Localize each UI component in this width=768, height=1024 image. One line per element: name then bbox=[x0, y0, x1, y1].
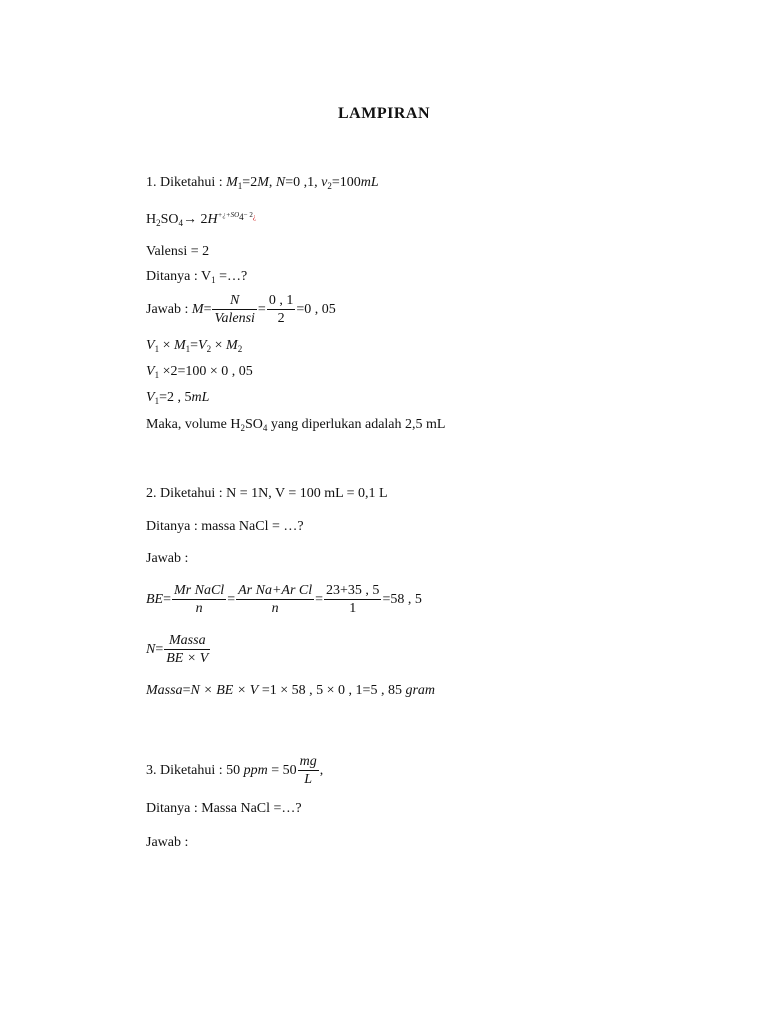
p1-answer-label: Jawab : bbox=[146, 302, 192, 318]
p1-frac-values bbox=[267, 294, 296, 326]
p1-frac-den: Valensi bbox=[214, 311, 255, 326]
p3-frac-mg-l bbox=[298, 755, 319, 787]
p1-f1-result: =0 , 05 bbox=[296, 302, 336, 318]
p1-v-val: 100 bbox=[339, 175, 361, 190]
p1-l3-unit: mL bbox=[191, 390, 210, 405]
p1-conclusion-sub1: 2 bbox=[240, 423, 245, 433]
p1-conclusion-b: SO bbox=[244, 417, 263, 432]
p2-massa-expr: N × BE × V bbox=[190, 683, 259, 698]
p1-l1-eq: = bbox=[190, 338, 199, 353]
p2-frac-ar-den: n bbox=[271, 601, 279, 616]
p1-M-unit: M bbox=[257, 175, 269, 190]
p2-frac-ar-num: Ar Na+Ar Cl bbox=[238, 583, 313, 598]
p1-l1-M1-sub: 1 bbox=[185, 344, 191, 354]
p1-l2-V1: V bbox=[146, 364, 155, 379]
p1-l3-rest: =2 , 5 bbox=[159, 390, 192, 405]
p2-massa-lhs: Massa bbox=[146, 683, 183, 698]
p2-be-lhs: BE bbox=[146, 592, 164, 608]
p1-frac-n-valensi bbox=[212, 294, 256, 326]
p3-known bbox=[146, 755, 323, 787]
p1-conclusion-c: yang diperlukan adalah 2,5 mL bbox=[267, 417, 446, 432]
p1-known-line: 1. Diketahui : $M_1=2M$, N=0 ,1, $v_2=100mL$ bbox=[146, 175, 379, 191]
p2-frac-mr-num: Mr NaCl bbox=[174, 583, 225, 598]
p2-known: 2. Diketahui : N = 1N, V = 100 mL = 0,1 L bbox=[146, 486, 388, 501]
p1-line1 bbox=[146, 339, 242, 353]
p1-ask-sub: 1 bbox=[211, 275, 216, 285]
p3-known-a: 3. Diketahui : 50 bbox=[146, 763, 244, 779]
p1-l1-M1: M bbox=[173, 338, 186, 353]
p2-answer-label: Jawab : bbox=[146, 551, 189, 566]
p1-v: v bbox=[321, 175, 328, 190]
p1-frac-den2: 2 bbox=[277, 311, 285, 326]
p2-frac-massa bbox=[164, 634, 210, 666]
p3-known-b: = 50 bbox=[267, 763, 297, 779]
p1-valensi: Valensi = 2 bbox=[146, 244, 210, 259]
p1-M-sub: 1 bbox=[237, 181, 243, 191]
p3-known-tail: , bbox=[319, 763, 324, 779]
p1-N-val: 0 ,1, bbox=[293, 175, 318, 190]
p1-ask-tail: =…? bbox=[215, 269, 248, 284]
p1-eq: = bbox=[242, 175, 251, 190]
p2-n-formula bbox=[146, 634, 211, 666]
p2-massa-formula bbox=[146, 684, 435, 698]
p1-l2-V1-sub: 1 bbox=[154, 370, 160, 380]
p1-N: N bbox=[275, 175, 286, 190]
p1-unit: mL bbox=[360, 175, 379, 190]
p1-l1-V1: V bbox=[146, 338, 155, 353]
p2-be-eq: = bbox=[163, 592, 172, 608]
p2-massa-mid: =1 × 58 , 5 × 0 , 1=5 , 85 bbox=[258, 683, 406, 698]
p2-n-lhs: N bbox=[146, 642, 156, 658]
reaction-so-sub: 4 bbox=[178, 218, 184, 228]
p3-frac-den: L bbox=[304, 772, 313, 787]
p2-be-result: =58 , 5 bbox=[382, 592, 422, 608]
reaction-h-sub: 2 bbox=[156, 218, 161, 228]
p1-v-sub: 2 bbox=[327, 181, 332, 191]
p3-ppm: ppm bbox=[243, 763, 268, 779]
p2-frac-mr-den: n bbox=[195, 601, 203, 616]
p1-line2 bbox=[146, 365, 253, 379]
p2-n-eq: = bbox=[155, 642, 164, 658]
p1-l2-rest: ×2=100 × 0 , 05 bbox=[159, 364, 253, 379]
p1-l1-times2: × bbox=[211, 338, 227, 353]
p2-frac-mr bbox=[172, 584, 226, 616]
p3-ask: Ditanya : Massa NaCl =…? bbox=[146, 801, 302, 816]
p2-massa-eq: = bbox=[182, 683, 191, 698]
reaction-coef: 2 bbox=[200, 212, 208, 227]
p1-l3-V1-sub: 1 bbox=[154, 396, 160, 406]
p1-reaction bbox=[146, 212, 256, 227]
p1-l1-V1-sub: 1 bbox=[154, 344, 160, 354]
p1-ask-text: Ditanya : V bbox=[146, 269, 212, 284]
reaction-H: H bbox=[207, 212, 218, 227]
reaction-ion-tail: − 2 bbox=[243, 211, 253, 219]
p1-l1-M2-sub: 2 bbox=[237, 344, 243, 354]
p1-M: M bbox=[226, 175, 238, 190]
p1-f1-M: M bbox=[191, 302, 204, 318]
reaction-so: SO bbox=[160, 212, 179, 227]
p1-l3-V1: V bbox=[146, 390, 155, 405]
p2-frac-values-num: 23+35 , 5 bbox=[326, 583, 380, 598]
p2-frac-values bbox=[324, 584, 381, 616]
p2-frac-ar bbox=[236, 584, 314, 616]
p1-answer-formula: Jawab : M= $\frac{N}{\text{Valensi}}$ = $\frac{0 , 1}{2}$ =0 , 05 bbox=[146, 293, 336, 326]
reaction-ion-sup: +¿+SO bbox=[217, 211, 240, 219]
page-title: LAMPIRAN bbox=[338, 105, 430, 122]
p2-ask: Ditanya : massa NaCl = …? bbox=[146, 519, 304, 534]
p1-f1-eq: = bbox=[203, 302, 212, 318]
reaction-ion-sub: 4 bbox=[239, 212, 244, 222]
p3-answer-label: Jawab : bbox=[146, 835, 189, 850]
p2-frac-massa-num: Massa bbox=[164, 634, 210, 650]
reaction-h: H bbox=[146, 212, 157, 227]
p1-known-label: 1. Diketahui : bbox=[146, 175, 227, 190]
p1-ask bbox=[146, 270, 247, 284]
p2-massa-unit: gram bbox=[405, 683, 436, 698]
p1-conclusion bbox=[146, 418, 445, 432]
p1-conclusion-a: Maka, volume H bbox=[146, 417, 241, 432]
p2-be-formula: BE= $\frac{\text{Mr NaCl}}{n}$ = $\frac{\text{Ar Na+Ar Cl}}{n}$ = $\frac{23+35 , 5}{1}$ =58 , 5 bbox=[146, 583, 422, 616]
p2-frac-values-den: 1 bbox=[349, 601, 357, 616]
p1-l1-times: × bbox=[159, 338, 174, 353]
p1-two: 2 bbox=[250, 175, 258, 190]
p1-l1-M2: M bbox=[226, 338, 238, 353]
p1-frac-num: N bbox=[212, 294, 256, 310]
p3-frac-num: mg bbox=[299, 754, 317, 769]
p1-l1-V2: V bbox=[198, 338, 207, 353]
reaction-arrow: → bbox=[183, 212, 198, 227]
p1-conclusion-sub2: 4 bbox=[262, 423, 268, 433]
p1-line3 bbox=[146, 391, 209, 405]
p1-l1-V2-sub: 2 bbox=[206, 344, 212, 354]
p1-frac-num2: 0 , 1 bbox=[268, 293, 294, 308]
reaction-ion-red: ¿ bbox=[252, 213, 256, 221]
p2-frac-massa-den: BE × V bbox=[166, 651, 209, 666]
p1-comma: , bbox=[268, 175, 273, 190]
